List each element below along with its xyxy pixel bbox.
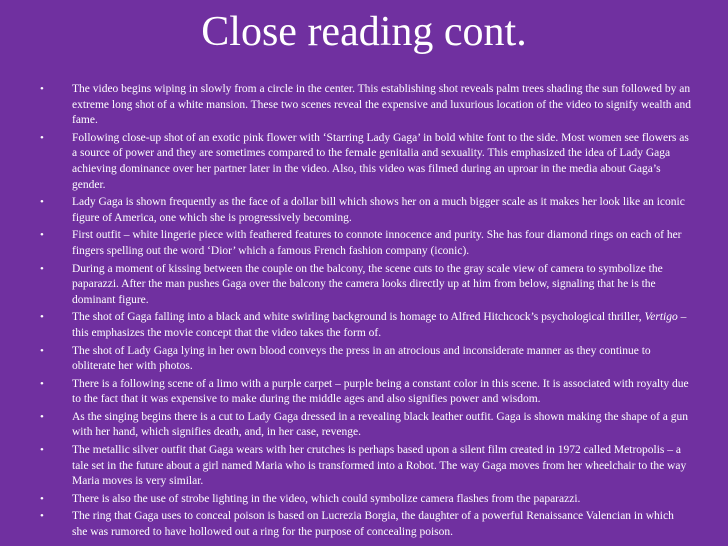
list-item bbox=[40, 410, 692, 441]
bullet-text: Lady Gaga is shown frequently as the face of a dollar bill which shows her on a much bigger scale as it makes her look like an iconic figure of America, one which she is progressively becoming. bbox=[72, 196, 685, 224]
bullet-icon: • bbox=[40, 444, 44, 457]
list-item bbox=[40, 509, 692, 540]
bullet-icon: • bbox=[40, 510, 44, 523]
bullet-text-part: The shot of Gaga falling into a black and white swirling background is homage to Alfred Hitchcock’s psychological thriller, bbox=[72, 311, 642, 324]
list-item bbox=[40, 310, 692, 341]
film-title-italic: Vertigo bbox=[644, 311, 678, 324]
list-item bbox=[40, 443, 692, 490]
bullet-text: The shot of Lady Gaga lying in her own blood conveys the press in an atrocious and inconsiderate manner as they continue to obliterate her with photos. bbox=[72, 344, 651, 373]
list-item bbox=[40, 82, 692, 129]
list-item bbox=[40, 377, 692, 408]
bullet-icon: • bbox=[40, 377, 44, 390]
bullet-icon: • bbox=[40, 229, 44, 242]
bullet-list bbox=[40, 82, 692, 543]
bullet-icon: • bbox=[40, 196, 44, 209]
bullet-text: Following close-up shot of an exotic pink flower with ‘Starring Lady Gaga’ in bold white font to the side. Most women see flowers as a source of power and they are sometimes compared to the female genitalia and sexuality. This emphasized the idea of Lady Gaga achieving dominance over her partner later in the video. Also, this video was filmed during an uproar in the media about Gaga’s gender. bbox=[72, 131, 689, 191]
slide-title: Close reading cont. bbox=[201, 9, 527, 55]
bullet-icon: • bbox=[40, 344, 44, 357]
bullet-icon: • bbox=[40, 410, 44, 423]
bullet-text: The metallic silver outfit that Gaga wears with her crutches is perhaps based upon a silent film created in 1972 called Metropolis – a tale set in the future about a girl named Maria who is transformed into a Robot. The way Gaga moves from her wheelchair to the way Maria moves is very similar. bbox=[72, 444, 687, 488]
list-item bbox=[40, 195, 692, 226]
list-item bbox=[40, 131, 692, 193]
bullet-text: As the singing begins there is a cut to Lady Gaga dressed in a revealing black leather outfit. Gaga is shown making the shape of a gun with her hand, which signifies death, and, in her case, revenge. bbox=[72, 410, 689, 439]
list-item bbox=[40, 262, 692, 309]
bullet-icon: • bbox=[40, 83, 44, 95]
list-item bbox=[40, 492, 692, 508]
list-item bbox=[40, 228, 692, 259]
bullet-icon: • bbox=[40, 311, 44, 324]
bullet-text: The video begins wiping in slowly from a circle in the center. This establishing shot reveals palm trees shading the sun followed by an extreme long shot of a white mansion. These two scenes reveal the expensive and luxurious location of the video to signify wealth and fame. bbox=[72, 83, 692, 127]
bullet-text: There is a following scene of a limo with a purple carpet – purple being a constant color in this scene. It is associated with royalty due to the fact that it was expensive to make during the middle ages and also signifies power and wisdom. bbox=[72, 377, 689, 406]
list-item bbox=[40, 344, 692, 375]
bullet-text: First outfit – white lingerie piece with feathered features to connote innocence and purity. She has four diamond rings on each of her fingers spelling out the word ‘Dior’ which a famous French fashion company (iconic). bbox=[72, 229, 682, 257]
bullet-icon: • bbox=[40, 131, 44, 144]
bullet-text: The ring that Gaga uses to conceal poison is based on Lucrezia Borgia, the daughter of a powerful Renaissance Valencian in which she was rumored to have hollowed out a ring for the purpose of concealing poison. bbox=[72, 510, 674, 539]
bullet-text bbox=[72, 311, 686, 339]
bullet-text-part: – this emphasizes the movie concept that the video takes the form of. bbox=[72, 311, 687, 339]
bullet-text: During a moment of kissing between the couple on the balcony, the scene cuts to the gray scale view of camera to symbolize the paparazzi. After the man pushes Gaga over the balcony the camera looks directly up at him from below, signaling that he is the dominant figure. bbox=[72, 262, 663, 306]
bullet-text: There is also the use of strobe lighting in the video, which could symbolize camera flashes from the paparazzi. bbox=[72, 492, 581, 505]
bullet-icon: • bbox=[40, 262, 44, 275]
bullet-icon: • bbox=[40, 492, 44, 505]
